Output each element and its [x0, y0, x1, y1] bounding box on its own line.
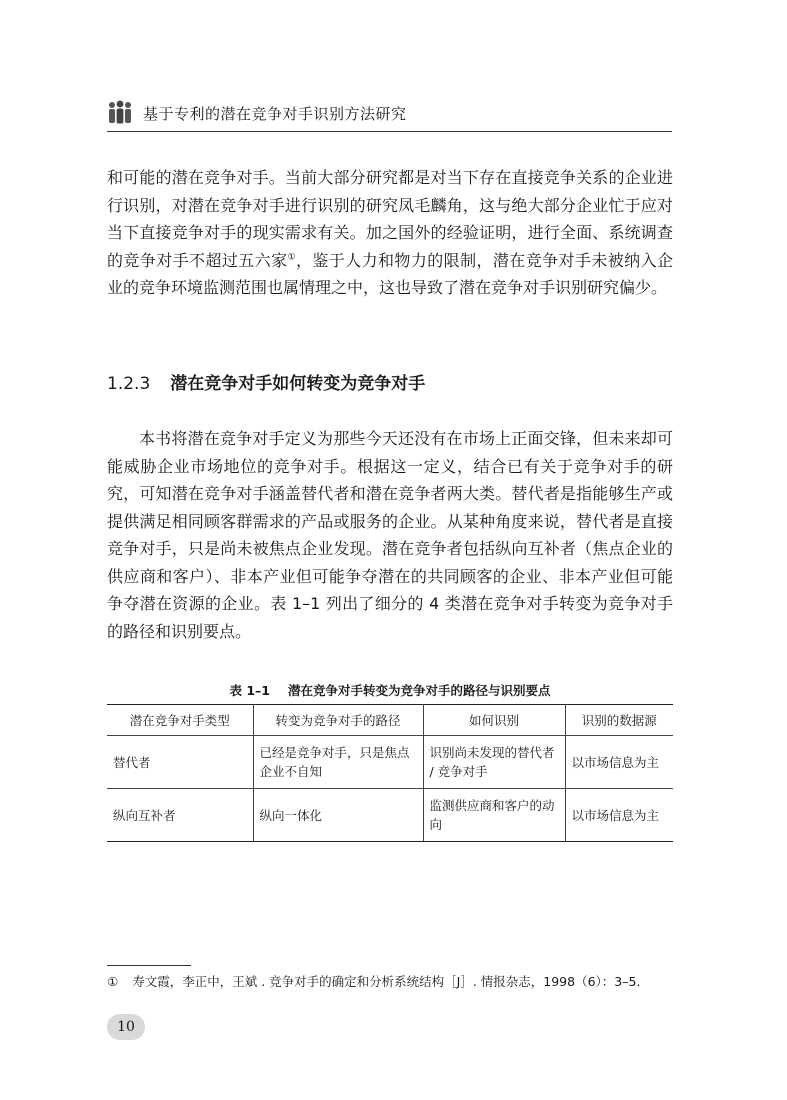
footnote-divider [107, 965, 191, 966]
table-cell: 已经是竞争对手，只是焦点企业不自知 [253, 736, 423, 789]
table-cell: 纵向互补者 [107, 789, 253, 842]
table-cell: 监测供应商和客户的动向 [423, 789, 565, 842]
header-cell: 如何识别 [423, 705, 565, 736]
section-number: 1.2.3 [107, 374, 151, 394]
footnote [107, 972, 640, 990]
table-caption-number: 表 1–1 [229, 683, 270, 698]
table-cell: 替代者 [107, 736, 253, 789]
header-cell: 潜在竞争对手类型 [107, 705, 253, 736]
header-cell: 转变为竞争对手的路径 [253, 705, 423, 736]
page-number: 10 [107, 1014, 145, 1040]
footnote-marker: ① [107, 974, 119, 989]
table-caption [107, 681, 673, 699]
intro-text-continued: ，鉴于人力和物力的限制，潜在竞争对手未被纳入企业的竞争环境监测范围也属情理之中，这也导致了潜在竞争对手识别研究偏少。 [107, 250, 673, 297]
header-cell: 识别的数据源 [565, 705, 673, 736]
footnote-text: 寿文霞，李正中，王斌 . 竞争对手的确定和分析系统结构［J］. 情报杂志，1998（6）：3–5. [132, 974, 641, 989]
section-heading [107, 369, 425, 394]
table-cell: 以市场信息为主 [565, 736, 673, 789]
identification-table [107, 704, 673, 842]
section-title: 潜在竞争对手如何转变为竞争对手 [170, 374, 426, 394]
header-title: 基于专利的潜在竞争对手识别方法研究 [143, 105, 407, 123]
table-cell: 纵向一体化 [253, 789, 423, 842]
intro-text: 和可能的潜在竞争对手。当前大部分研究都是对当下存在直接竞争关系的企业进行识别，对潜在竞争对手进行识别的研究凤毛麟角，这与绝大部分企业忙于应对当下直接竞争对手的现实需求有关。加之国外的经验证明，进行全面、系统调查的竞争对手不超过五六家 [107, 168, 673, 270]
body-paragraph: 本书将潜在竞争对手定义为那些今天还没有在市场上正面交锋，但未来却可能威胁企业市场地位的竞争对手。根据这一定义，结合已有关于竞争对手的研究，可知潜在竞争对手涵盖替代者和潜在竞争者两大类。替代者是指能够生产或提供满足相同顾客群需求的产品或服务的企业。从某种角度来说，替代者是直接竞争对手，只是尚未被焦点企业发现。潜在竞争者包括纵向互补者（焦点企业的供应商和客户）、非本产业但可能争夺潜在的共同顾客的企业、非本产业但可能争夺潜在资源的企业。表 1–1 列出了细分的 4 类潜在竞争对手转变为竞争对手的路径和识别要点。 [107, 429, 673, 641]
table-cell: 以市场信息为主 [565, 789, 673, 842]
table-row [107, 736, 673, 789]
table-caption-title: 潜在竞争对手转变为竞争对手的路径与识别要点 [287, 683, 551, 698]
intro-paragraph [107, 164, 673, 302]
footnote-reference[interactable]: ① [287, 252, 296, 263]
table-cell: 识别尚未发现的替代者 / 竞争对手 [423, 736, 565, 789]
table-row [107, 789, 673, 842]
table-header-row [107, 705, 673, 736]
running-header [107, 97, 672, 132]
people-group-icon [107, 99, 133, 125]
